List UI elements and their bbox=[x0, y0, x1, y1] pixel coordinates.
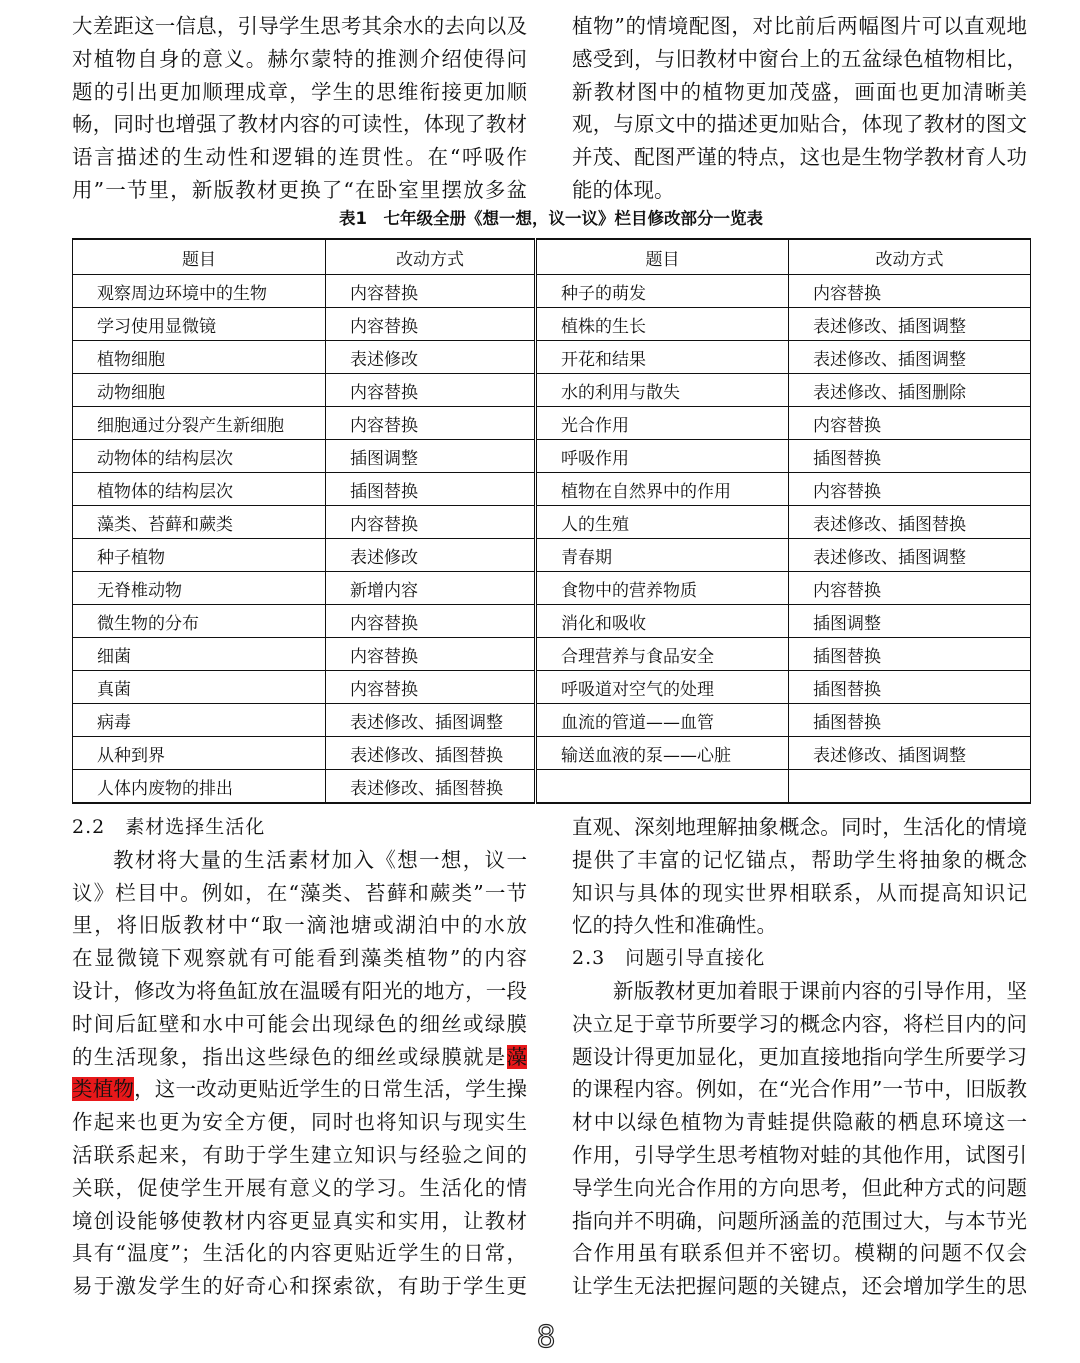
text-line: 题的引出更加顺理成章，学生的思维衔接更加顺 bbox=[72, 79, 527, 104]
text-line: 指向并不明确，问题所涵盖的范围过大，与本节光 bbox=[572, 1208, 1027, 1233]
table-cell: 水的利用与散失 bbox=[536, 374, 789, 407]
table-cell: 内容替换 bbox=[326, 407, 536, 440]
text-line: 导学生向光合作用的方向思考，但此种方式的问题 bbox=[572, 1175, 1027, 1200]
table-row bbox=[73, 341, 1031, 374]
table-cell: 输送血液的泵——心脏 bbox=[536, 737, 789, 770]
table-cell: 内容替换 bbox=[326, 506, 536, 539]
table-cell: 插图替换 bbox=[326, 473, 536, 506]
text-line: 感受到，与旧教材中窗台上的五盆绿色植物相比， bbox=[572, 46, 1027, 71]
table-cell: 内容替换 bbox=[326, 374, 536, 407]
table-cell: 表述修改、插图替换 bbox=[326, 770, 536, 804]
text-line: 题设计得更加显化，更加直接地指向学生所要学习 bbox=[572, 1044, 1027, 1069]
table-cell: 食物中的营养物质 bbox=[536, 572, 789, 605]
table-cell: 从种到界 bbox=[73, 737, 326, 770]
table-row bbox=[73, 407, 1031, 440]
text-line: 作用，引导学生思考植物对蛙的其他作用，试图引 bbox=[572, 1142, 1027, 1167]
table-cell: 表述修改、插图替换 bbox=[789, 506, 1031, 539]
table-row bbox=[73, 671, 1031, 704]
page-number: 8 bbox=[536, 1320, 556, 1355]
table-cell: 呼吸道对空气的处理 bbox=[536, 671, 789, 704]
text-line: 关联，促使学生开展有意义的学习。生活化的情 bbox=[72, 1175, 527, 1200]
table-cell: 插图替换 bbox=[789, 704, 1031, 737]
text-line: 时间后缸壁和水中可能会出现绿色的细丝或绿膜 bbox=[72, 1011, 527, 1036]
table-cell: 表述修改、插图替换 bbox=[326, 737, 536, 770]
table-cell: 细胞通过分裂产生新细胞 bbox=[73, 407, 326, 440]
table-cell: 消化和吸收 bbox=[536, 605, 789, 638]
table-cell: 种子植物 bbox=[73, 539, 326, 572]
section-heading: 2.3 问题引导直接化 bbox=[572, 947, 766, 970]
table-row bbox=[73, 374, 1031, 407]
table-cell: 微生物的分布 bbox=[73, 605, 326, 638]
table-row bbox=[73, 440, 1031, 473]
table-cell: 动物细胞 bbox=[73, 374, 326, 407]
table-cell: 藻类、苔藓和蕨类 bbox=[73, 506, 326, 539]
table-row bbox=[73, 506, 1031, 539]
table-cell: 内容替换 bbox=[789, 407, 1031, 440]
table-cell: 表述修改、插图调整 bbox=[789, 539, 1031, 572]
table-cell: 青春期 bbox=[536, 539, 789, 572]
table-cell: 插图替换 bbox=[789, 671, 1031, 704]
text-line: 里，将旧版教材中“取一滴池塘或湖泊中的水放 bbox=[72, 913, 527, 938]
section-2-2 bbox=[72, 811, 527, 1303]
text-line: 活联系起来，有助于学生建立知识与经验之间的 bbox=[72, 1142, 527, 1167]
table-cell: 光合作用 bbox=[536, 407, 789, 440]
table-row bbox=[73, 737, 1031, 770]
table-cell: 表述修改、插图删除 bbox=[789, 374, 1031, 407]
table-cell: 人体内废物的排出 bbox=[73, 770, 326, 804]
highlighted-term: 类植物 bbox=[72, 1077, 135, 1102]
top-right-paragraph bbox=[572, 10, 1027, 207]
table-row bbox=[73, 605, 1031, 638]
text-line: 合作用虽有联系但并不密切。模糊的问题不仅会 bbox=[572, 1241, 1027, 1266]
text-line: 并茂、配图严谨的特点，这也是生物学教材育人功 bbox=[572, 145, 1027, 170]
table-cell: 内容替换 bbox=[326, 275, 536, 308]
table-cell: 表述修改、插图调整 bbox=[789, 737, 1031, 770]
text-fragment: ，这一改动更贴近学生的日常生活，学生操 bbox=[134, 1077, 527, 1102]
header-cell: 改动方式 bbox=[789, 239, 1031, 275]
text-line: 大差距这一信息，引导学生思考其余水的去向以及 bbox=[72, 14, 527, 38]
text-line: 具有“温度”；生活化的内容更贴近学生的日常， bbox=[72, 1241, 527, 1266]
text-line: 能的体现。 bbox=[572, 177, 675, 202]
text-line: 提供了丰富的记忆锚点，帮助学生将抽象的概念 bbox=[572, 847, 1027, 872]
table-cell bbox=[536, 770, 789, 804]
table-cell: 内容替换 bbox=[326, 308, 536, 341]
text-line: 用”一节里，新版教材更换了“在卧室里摆放多盆 bbox=[72, 177, 527, 202]
table-cell: 血流的管道——血管 bbox=[536, 704, 789, 737]
text-line: 让学生无法把握问题的关键点，还会增加学生的思 bbox=[572, 1274, 1027, 1299]
revision-table bbox=[72, 238, 1031, 804]
text-line-with-highlight bbox=[72, 1073, 527, 1106]
header-cell: 改动方式 bbox=[326, 239, 536, 275]
table-row bbox=[73, 770, 1031, 804]
text-line: 议》栏目中。例如，在“藻类、苔藓和蕨类”一节 bbox=[72, 880, 527, 905]
table-cell: 插图调整 bbox=[326, 440, 536, 473]
text-line: 观，与原文中的描述更加贴合，体现了教材的图文 bbox=[572, 112, 1027, 137]
table-row bbox=[73, 308, 1031, 341]
text-line: 直观、深刻地理解抽象概念。同时，生活化的情境 bbox=[572, 815, 1027, 839]
table-cell: 植株的生长 bbox=[536, 308, 789, 341]
table-cell: 合理营养与食品安全 bbox=[536, 638, 789, 671]
text-line: 在显微镜下观察就有可能看到藻类植物”的内容 bbox=[72, 946, 527, 971]
section-2-3 bbox=[572, 811, 1027, 1303]
table-row bbox=[73, 539, 1031, 572]
table-header-row bbox=[73, 239, 1031, 275]
text-line: 知识与具体的现实世界相联系，从而提高知识记 bbox=[572, 880, 1027, 905]
text-fragment: 的生活现象，指出这些绿色的细丝或绿膜就是 bbox=[72, 1044, 507, 1069]
table-cell: 表述修改、插图调整 bbox=[326, 704, 536, 737]
text-line: 境创设能够使教材内容更显真实和实用，让教材 bbox=[72, 1208, 527, 1233]
text-line: 语言描述的生动性和逻辑的连贯性。在“呼吸作 bbox=[72, 145, 527, 170]
table-cell: 插图替换 bbox=[789, 440, 1031, 473]
table-cell: 观察周边环境中的生物 bbox=[73, 275, 326, 308]
table-row bbox=[73, 275, 1031, 308]
table-cell: 内容替换 bbox=[326, 638, 536, 671]
text-line: 决立足于章节所要学习的概念内容，将栏目内的问 bbox=[572, 1011, 1027, 1036]
table-cell: 植物体的结构层次 bbox=[73, 473, 326, 506]
text-line: 对植物自身的意义。赫尔蒙特的推测介绍使得问 bbox=[72, 46, 527, 71]
table-cell: 呼吸作用 bbox=[536, 440, 789, 473]
table-cell: 植物在自然界中的作用 bbox=[536, 473, 789, 506]
table-row bbox=[73, 473, 1031, 506]
table-row bbox=[73, 638, 1031, 671]
text-line: 作起来也更为安全方便，同时也将知识与现实生 bbox=[72, 1110, 527, 1135]
highlighted-term: 藻 bbox=[506, 1044, 527, 1069]
text-line: 植物”的情境配图，对比前后两幅图片可以直观地 bbox=[572, 14, 1027, 38]
table-cell: 动物体的结构层次 bbox=[73, 440, 326, 473]
table-cell: 内容替换 bbox=[326, 605, 536, 638]
text-line: 新版教材更加着眼于课前内容的引导作用，坚 bbox=[613, 978, 1027, 1003]
table-caption: 表1 七年级全册《想一想，议一议》栏目修改部分一览表 bbox=[339, 209, 763, 228]
table-cell: 插图调整 bbox=[789, 605, 1031, 638]
table-cell: 内容替换 bbox=[789, 275, 1031, 308]
table-cell: 表述修改 bbox=[326, 341, 536, 374]
table-cell: 内容替换 bbox=[789, 473, 1031, 506]
table-cell: 内容替换 bbox=[326, 671, 536, 704]
table-cell: 病毒 bbox=[73, 704, 326, 737]
header-cell: 题目 bbox=[73, 239, 326, 275]
text-line: 新教材图中的植物更加茂盛，画面也更加清晰美 bbox=[572, 79, 1027, 104]
table-cell: 无脊椎动物 bbox=[73, 572, 326, 605]
text-line: 的课程内容。例如，在“光合作用”一节中，旧版教 bbox=[572, 1077, 1027, 1102]
table-cell: 真菌 bbox=[73, 671, 326, 704]
text-line: 忆的持久性和准确性。 bbox=[572, 913, 777, 938]
table-cell: 新增内容 bbox=[326, 572, 536, 605]
text-line-with-highlight bbox=[72, 1041, 527, 1074]
table-cell: 学习使用显微镜 bbox=[73, 308, 326, 341]
table-cell: 内容替换 bbox=[789, 572, 1031, 605]
header-cell: 题目 bbox=[536, 239, 789, 275]
table-cell bbox=[789, 770, 1031, 804]
top-left-paragraph bbox=[72, 10, 527, 207]
table-cell: 细菌 bbox=[73, 638, 326, 671]
table-row bbox=[73, 572, 1031, 605]
table-cell: 植物细胞 bbox=[73, 341, 326, 374]
text-line: 材中以绿色植物为青蛙提供隐蔽的栖息环境这一 bbox=[572, 1110, 1027, 1135]
table-cell: 表述修改、插图调整 bbox=[789, 308, 1031, 341]
text-line: 畅，同时也增强了教材内容的可读性，体现了教材 bbox=[72, 112, 527, 137]
text-line: 设计，修改为将鱼缸放在温暖有阳光的地方，一段 bbox=[72, 978, 527, 1003]
table-cell: 插图替换 bbox=[789, 638, 1031, 671]
table-cell: 开花和结果 bbox=[536, 341, 789, 374]
table-cell: 表述修改 bbox=[326, 539, 536, 572]
table-cell: 人的生殖 bbox=[536, 506, 789, 539]
table-row bbox=[73, 704, 1031, 737]
section-heading: 2.2 素材选择生活化 bbox=[72, 816, 266, 838]
table-cell: 表述修改、插图调整 bbox=[789, 341, 1031, 374]
text-line: 教材将大量的生活素材加入《想一想，议一 bbox=[113, 847, 527, 872]
table-cell: 种子的萌发 bbox=[536, 275, 789, 308]
text-line: 易于激发学生的好奇心和探索欲，有助于学生更 bbox=[72, 1274, 527, 1299]
